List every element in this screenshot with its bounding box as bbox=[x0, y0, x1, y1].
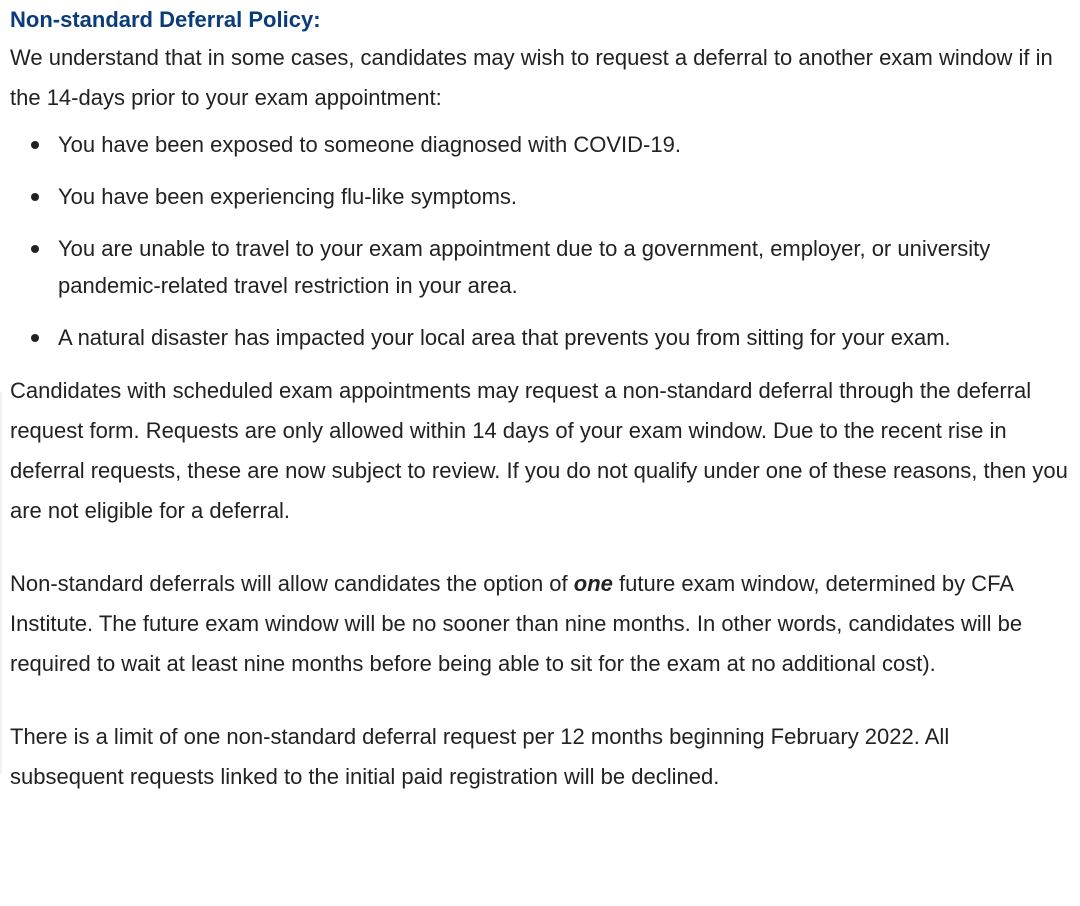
bullet-icon bbox=[31, 141, 39, 149]
emphasis-one: one bbox=[573, 571, 613, 596]
list-item-text: You are unable to travel to your exam appointment due to a government, employer, or university pandemic-related travel restriction in your area. bbox=[58, 236, 991, 298]
list-item-text: You have been exposed to someone diagnosed with COVID-19. bbox=[58, 132, 681, 157]
nonstandard-text-after: future exam window, determined by CFA Institute. The future exam window will be no sooner than nine months. In other words, candidates will be required to wait at least nine months before being able to sit for the exam at no additional cost). bbox=[10, 571, 1023, 676]
intro-paragraph: We understand that in some cases, candidates may wish to request a deferral to another exam window if in the 14-days prior to your exam appointment: bbox=[10, 45, 1053, 110]
bullet-icon bbox=[31, 334, 39, 342]
nonstandard-deferrals-paragraph bbox=[10, 564, 1068, 684]
nonstandard-text-before: Non-standard deferrals will allow candidates the option of bbox=[10, 571, 574, 596]
bullet-icon bbox=[31, 193, 39, 201]
bullet-icon bbox=[31, 245, 39, 253]
list-item-text: A natural disaster has impacted your local area that prevents you from sitting for your exam. bbox=[58, 325, 951, 350]
list-item bbox=[10, 126, 1068, 163]
list-item-text: You have been experiencing flu-like symptoms. bbox=[58, 184, 518, 209]
list-item bbox=[10, 230, 1068, 304]
candidates-paragraph: Candidates with scheduled exam appointments may request a non-standard deferral through the deferral request form. Requests are only allowed within 14 days of your exam window. Due to the recent rise in deferral requests, these are now subject to review. If you do not qualify under one of these reasons, then you are not eligible for a deferral. bbox=[10, 378, 1068, 523]
limit-paragraph: There is a limit of one non-standard deferral request per 12 months beginning February 2022. All subsequent requests linked to the initial paid registration will be declined. bbox=[10, 724, 950, 789]
deferral-reasons-list bbox=[10, 126, 1068, 356]
list-item bbox=[10, 319, 1068, 356]
policy-heading: Non-standard Deferral Policy: bbox=[10, 7, 321, 32]
list-item bbox=[10, 178, 1068, 215]
left-margin-line bbox=[0, 392, 2, 774]
